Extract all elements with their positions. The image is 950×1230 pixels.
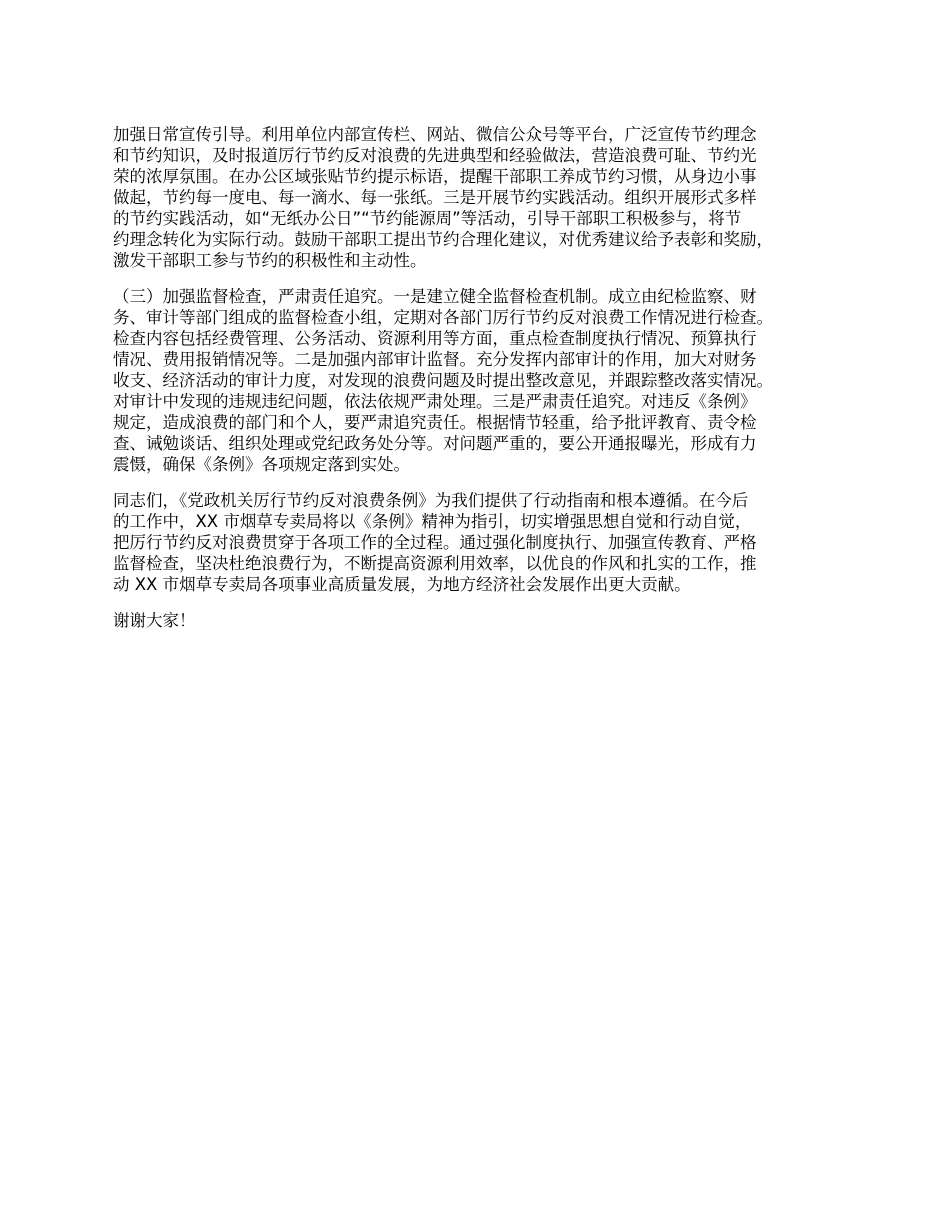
text-line: 做起，节约每一度电、每一滴水、每一张纸。三是开展节约实践活动。组织开展形式多样 <box>113 188 757 207</box>
document-body <box>113 124 857 646</box>
text-line: 情况、费用报销情况等。二是加强内部审计监督。充分发挥内部审计的作用，加大对财务 <box>113 350 757 369</box>
paragraph-publicity <box>113 124 857 271</box>
text-line: 的节约实践活动，如“无纸办公日”“节约能源周”等活动，引导干部职工积极参与，将节 <box>113 209 742 228</box>
text-line: 监督检查，坚决杜绝浪费行为，不断提高资源利用效率，以优良的作风和扎实的工作，推 <box>113 554 757 573</box>
text-line: 同志们，《党政机关厉行节约反对浪费条例》为我们提供了行动指南和根本遵循。在今后 <box>113 491 749 510</box>
text-line: 约理念转化为实际行动。鼓励干部职工提出节约合理化建议，对优秀建议给予表彰和奖励， <box>113 230 773 249</box>
text-line: 动 XX 市烟草专卖局各项事业高质量发展，为地方经济社会发展作出更大贡献。 <box>113 575 691 594</box>
paragraph-supervision <box>113 286 857 475</box>
text-line: （三）加强监督检查，严肃责任追究。一是建立健全监督检查机制。成立由纪检监察、财 <box>113 287 757 306</box>
text-line: 和节约知识，及时报道厉行节约反对浪费的先进典型和经验做法，营造浪费可耻、节约光 <box>113 146 757 165</box>
text-line: 谢谢大家！ <box>113 611 196 630</box>
text-line: 荣的浓厚氛围。在办公区域张贴节约提示标语，提醒干部职工养成节约习惯，从身边小事 <box>113 167 757 186</box>
text-line: 务、审计等部门组成的监督检查小组，定期对各部门厉行节约反对浪费工作情况进行检查。 <box>113 308 773 327</box>
text-line: 震慑，确保《条例》各项规定落到实处。 <box>113 455 410 474</box>
paragraph-thanks <box>113 610 857 631</box>
text-line: 规定，造成浪费的部门和个人，要严肃追究责任。根据情节轻重，给予批评教育、责令检 <box>113 413 757 432</box>
text-line: 查、诫勉谈话、组织处理或党纪政务处分等。对问题严重的，要公开通报曝光，形成有力 <box>113 434 757 453</box>
text-line: 把厉行节约反对浪费贯穿于各项工作的全过程。通过强化制度执行、加强宣传教育、严格 <box>113 533 757 552</box>
paragraph-conclusion <box>113 490 857 595</box>
text-line: 检查内容包括经费管理、公务活动、资源利用等方面，重点检查制度执行情况、预算执行 <box>113 329 757 348</box>
text-line: 加强日常宣传引导。利用单位内部宣传栏、网站、微信公众号等平台，广泛宣传节约理念 <box>113 125 757 144</box>
text-line: 收支、经济活动的审计力度，对发现的浪费问题及时提出整改意见，并跟踪整改落实情况。 <box>113 371 773 390</box>
text-line: 的工作中，XX 市烟草专卖局将以《条例》精神为指引，切实增强思想自觉和行动自觉， <box>113 512 752 531</box>
text-line: 对审计中发现的违规违纪问题，依法依规严肃处理。三是严肃责任追究。对违反《条例》 <box>113 392 757 411</box>
text-line: 激发干部职工参与节约的积极性和主动性。 <box>113 251 427 270</box>
